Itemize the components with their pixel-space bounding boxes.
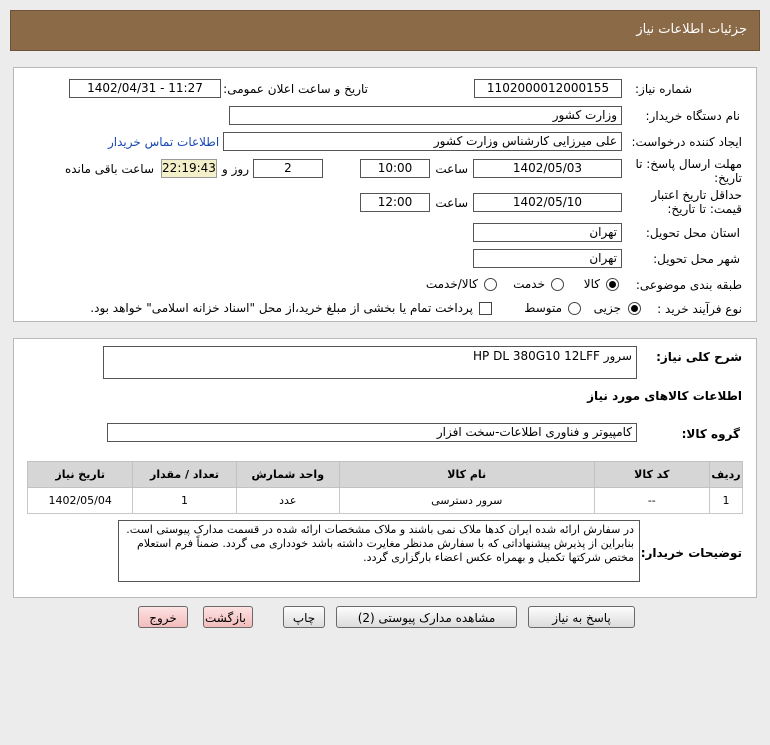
category-goods-service-radio[interactable] [484,278,497,291]
goods-section-title: اطلاعات کالاهای مورد نیاز [587,389,742,403]
reply-time-field: 10:00 [360,159,430,178]
reply-time-label: ساعت [435,162,468,176]
province-label: استان محل تحویل: [645,226,740,240]
buyer-contact-link[interactable]: اطلاعات تماس خریدار [108,135,220,149]
days-label: روز و [222,162,249,176]
table-row [28,488,743,514]
cell-date: 1402/05/04 [28,488,133,514]
validity-time-field: 12:00 [360,193,430,212]
col-unit: واحد شمارش [236,462,339,488]
remaining-time-field: 22:19:43 [161,159,217,178]
category-label: طبقه بندی موضوعی: [635,278,742,292]
page-title: جزئیات اطلاعات نیاز [636,22,747,37]
province-field: تهران [473,223,622,242]
col-row: ردیف [710,462,743,488]
price-validity-label: حداقل تاریخ اعتبار [651,188,742,202]
remaining-time-label: ساعت باقی مانده [64,162,154,176]
city-field: تهران [473,249,622,268]
price-validity-label-2: قیمت: تا تاریخ: [667,202,742,216]
treasury-text: پرداخت تمام یا بخشی از مبلغ خرید،از محل "اسناد خزانه اسلامی" خواهد بود. [90,301,473,315]
print-button[interactable]: چاپ [283,606,325,628]
requester-label: ایجاد کننده درخواست: [631,135,742,149]
announce-date-field: 1402/04/31 - 11:27 [69,79,221,98]
buyer-notes-label: توضیحات خریدار: [640,546,742,560]
announce-date-label: تاریخ و ساعت اعلان عمومی: [223,82,368,96]
category-goods-service-label: کالا/خدمت [425,277,478,291]
goods-group-label: گروه کالا: [681,427,740,441]
goods-group-field: کامپیوتر و فناوری اطلاعات-سخت افزار [107,423,637,442]
col-date: تاریخ نیاز [28,462,133,488]
requester-field: علی میرزایی کارشناس وزارت کشور [223,132,622,151]
exit-button[interactable]: خروج [138,606,188,628]
page-header [10,10,760,51]
back-button[interactable]: بازگشت [203,606,253,628]
process-medium-radio[interactable] [568,302,581,315]
category-service-label: خدمت [513,277,545,291]
summary-field: سرور HP DL 380G10 12LFF [103,346,637,379]
days-remaining-field: 2 [253,159,323,178]
summary-label: شرح کلی نیاز: [656,350,742,364]
need-number-label: شماره نیاز: [635,82,692,96]
validity-time-label: ساعت [435,196,468,210]
buyer-org-field: وزارت کشور [229,106,622,125]
category-goods-radio[interactable] [606,278,619,291]
col-name: نام کالا [339,462,594,488]
process-minor-radio[interactable] [628,302,641,315]
cell-qty: 1 [133,488,236,514]
category-goods-label: کالا [583,277,600,291]
reply-deadline-label-2: تاریخ: [714,171,742,185]
col-code: کد کالا [594,462,710,488]
col-qty: تعداد / مقدار [133,462,236,488]
need-number-field: 1102000012000155 [474,79,622,98]
category-service-radio[interactable] [551,278,564,291]
process-medium-label: متوسط [524,301,562,315]
view-attachments-button[interactable]: مشاهده مدارک پیوستی (2) [336,606,517,628]
goods-table [27,461,743,514]
cell-row: 1 [710,488,743,514]
reply-date-field: 1402/05/03 [473,159,622,178]
process-type-label: نوع فرآیند خرید : [657,302,742,316]
reply-button[interactable]: پاسخ به نیاز [528,606,635,628]
process-minor-label: جزیی [593,301,621,315]
city-label: شهر محل تحویل: [653,252,740,266]
goods-table-header [28,462,743,488]
buyer-notes-field: در سفارش ارائه شده ایران کدها ملاک نمی باشند و ملاک مشخصات ارائه شده در قسمت مدارک پیوستی است. بنابراین از پذیرش پیشنهاداتی که با سفارش مدنظر مغایرت داشته باشد خودداری می گردد. ضمناً فرم استعلام مختص شرکتها تکمیل و بهمراه عکس اعضاء بارگزاری گردد. [118,520,640,582]
validity-date-field: 1402/05/10 [473,193,622,212]
cell-unit: عدد [236,488,339,514]
cell-name: سرور دسترسی [339,488,594,514]
treasury-checkbox[interactable] [479,302,492,315]
reply-deadline-label: مهلت ارسال پاسخ: تا [635,157,742,171]
buyer-org-label: نام دستگاه خریدار: [645,109,740,123]
cell-code: -- [594,488,710,514]
